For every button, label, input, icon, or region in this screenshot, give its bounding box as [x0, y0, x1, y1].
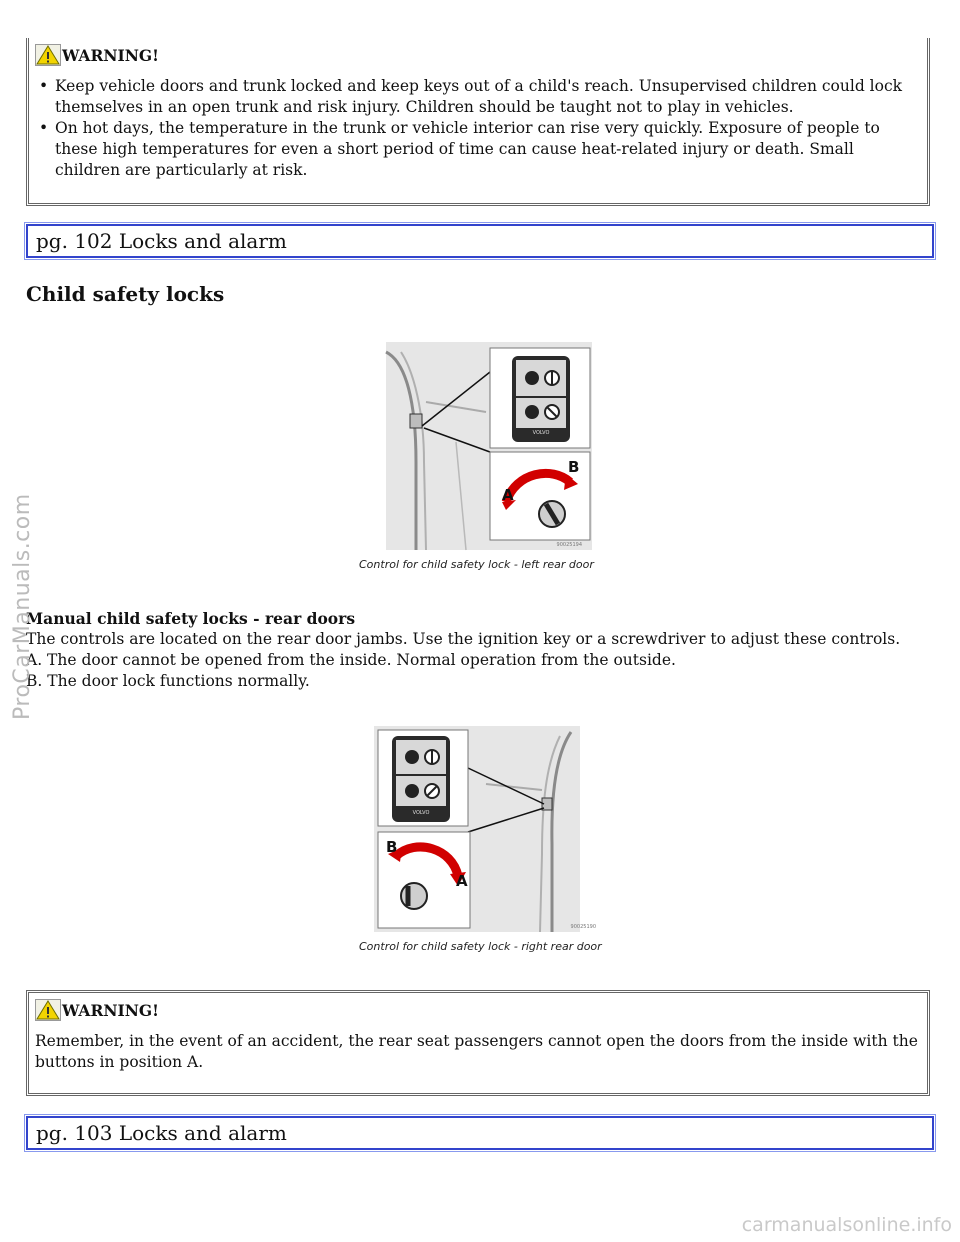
manual-heading: Manual child safety locks - rear doors	[26, 609, 356, 628]
warning-box-2	[26, 990, 930, 1096]
child-locked-icon	[525, 371, 539, 385]
section-title: Child safety locks	[26, 282, 225, 306]
figure-left-rear-door	[356, 342, 600, 574]
watermark-side: ProCarManuals.com	[10, 493, 35, 720]
warning-text: Remember, in the event of an accident, the rear seat passengers cannot open the doors from the inside with the buttons in position A.	[35, 1032, 918, 1071]
label-b: B	[386, 838, 398, 856]
page-marker-102: pg. 102 Locks and alarm	[26, 224, 934, 258]
warning-triangle-icon	[35, 999, 61, 1021]
label-b: B	[568, 458, 580, 476]
warning-box-1	[26, 38, 930, 206]
manual-intro: The controls are located on the rear door jambs. Use the ignition key or a screwdriver to adjust these controls.	[26, 630, 901, 648]
warning-title: WARNING!	[62, 1001, 159, 1020]
warning-triangle-icon	[35, 44, 61, 66]
manual-position-b: B. The door lock functions normally.	[26, 672, 310, 690]
warning-list	[35, 76, 921, 181]
warning-item-2: • On hot days, the temperature in the trunk or vehicle interior can rise very quickly. Exposure of people to these high temperatures for even a short period of time can cause heat-related injury or death. Small children are particularly at risk.	[35, 118, 921, 181]
figure-code: 90025190	[570, 924, 596, 930]
volvo-badge-text: VOLVO	[412, 810, 430, 816]
manual-position-a: A. The door cannot be opened from the inside. Normal operation from the outside.	[26, 651, 676, 669]
page-marker-103: pg. 103 Locks and alarm	[26, 1116, 934, 1150]
warning-header	[35, 44, 921, 66]
label-a: A	[456, 872, 468, 890]
label-a: A	[502, 486, 514, 504]
warning-item-1: • Keep vehicle doors and trunk locked and keep keys out of a child's reach. Unsupervised children could lock themselves in an open trunk and risk injury. Children should be taught not to play in vehicles.	[35, 76, 921, 118]
manual-locks-text	[26, 608, 926, 692]
figure-caption: Control for child safety lock - right rear door	[359, 940, 602, 953]
figure-right-rear-door	[356, 724, 608, 956]
volvo-badge-text: VOLVO	[532, 430, 550, 436]
figure-code: 90025194	[556, 542, 582, 548]
child-unlocked-icon	[525, 405, 539, 419]
warning-title: WARNING!	[62, 46, 159, 65]
figure-caption: Control for child safety lock - left rear door	[359, 558, 594, 571]
watermark-bottom: carmanualsonline.info	[741, 1214, 952, 1236]
warning-header	[35, 999, 921, 1021]
